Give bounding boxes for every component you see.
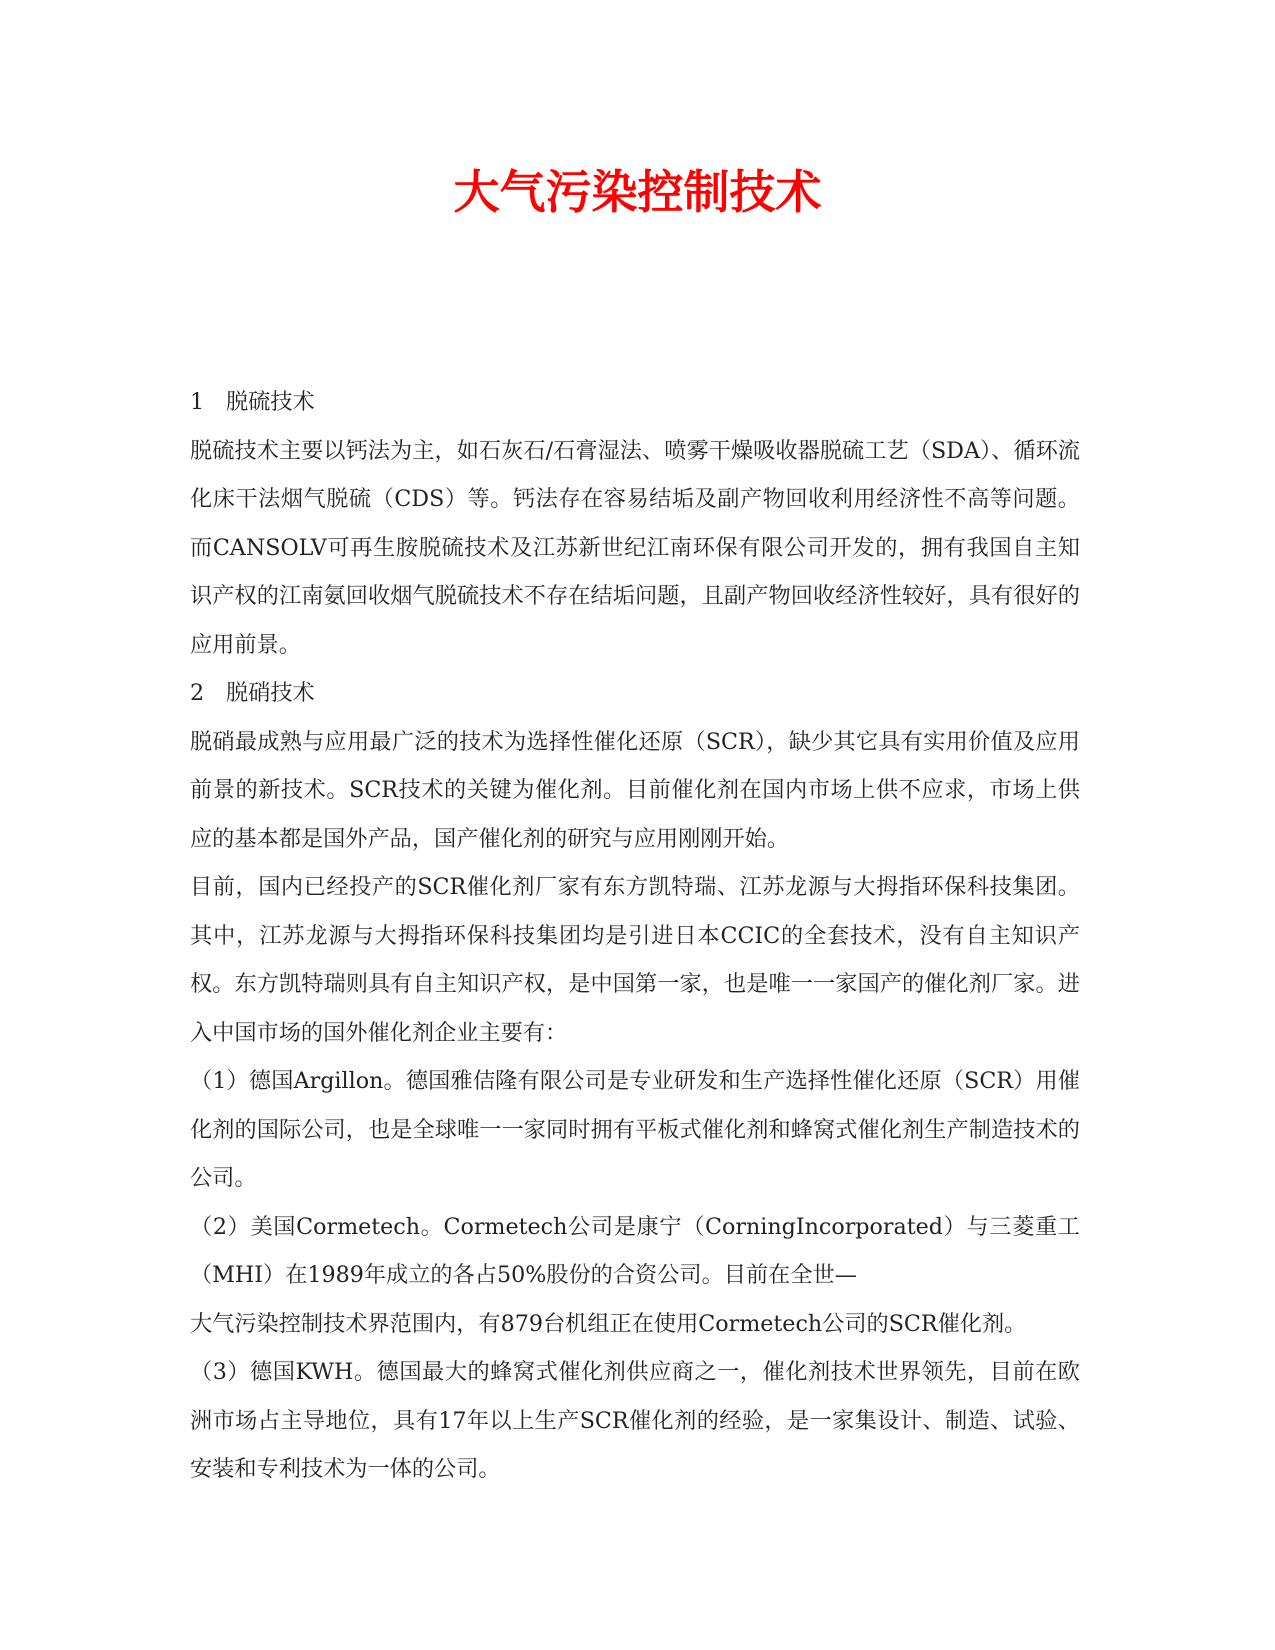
paragraph-cormetech: （2）美国Cormetech。Cormetech公司是康宁（CorningIncorporated）与三菱重工（MHI）在1989年成立的各占50%股份的合资公司。目前在全世— [190, 1213, 1080, 1288]
section-number: 1 [190, 389, 205, 415]
paragraph-scr-overview: 脱硝最成熟与应用最广泛的技术为选择性催化还原（SCR），缺少其它具有实用价值及应用前景的新技术。SCR技术的关键为催化剂。目前催化剂在国内市场上供不应求，市场上供应的基本都是国外产品，国产催化剂的研究与应用刚刚开始。 [190, 728, 1080, 852]
section-heading-desulfurization [190, 378, 1080, 427]
section-title: 脱硝技术 [226, 680, 315, 706]
section-number: 2 [190, 680, 205, 706]
paragraph-domestic-manufacturers: 目前，国内已经投产的SCR催化剂厂家有东方凯特瑞、江苏龙源与大拇指环保科技集团。其中，江苏龙源与大拇指环保科技集团均是引进日本CCIC的全套技术，没有自主知识产权。东方凯特瑞则具有自主知识产权，是中国第一家，也是唯一一家国产的催化剂厂家。进入中国市场的国外催化剂企业主要有： [190, 874, 1080, 1046]
document-title: 大气污染控制技术 [453, 165, 822, 219]
paragraph-desulfurization: 脱硫技术主要以钙法为主，如石灰石/石膏湿法、喷雾干燥吸收器脱硫工艺（SDA）、循环流化床干法烟气脱硫（CDS）等。钙法存在容易结垢及副产物回收利用经济性不高等问题。而CANSOLV可再生胺脱硫技术及江苏新世纪江南环保有限公司开发的，拥有我国自主知识产权的江南氨回收烟气脱硫技术不存在结垢问题，且副产物回收经济性较好，具有很好的应用前景。 [190, 437, 1080, 658]
paragraph-argillon: （1）德国Argillon。德国雅佶隆有限公司是专业研发和生产选择性催化还原（SCR）用催化剂的国际公司，也是全球唯一一家同时拥有平板式催化剂和蜂窝式催化剂生产制造技术的公司。 [190, 1068, 1080, 1191]
section-heading-denitrification [190, 669, 1080, 718]
document-body [190, 378, 1080, 1494]
paragraph-cormetech-continued: 大气污染控制技术界范围内，有879台机组正在使用Cormetech公司的SCR催化剂。 [190, 1310, 1027, 1337]
paragraph-kwh: （3）德国KWH。德国最大的蜂窝式催化剂供应商之一，催化剂技术世界领先，目前在欧洲市场占主导地位，具有17年以上生产SCR催化剂的经验，是一家集设计、制造、试验、安装和专利技术为一体的公司。 [190, 1359, 1080, 1482]
section-title: 脱硫技术 [226, 389, 315, 415]
